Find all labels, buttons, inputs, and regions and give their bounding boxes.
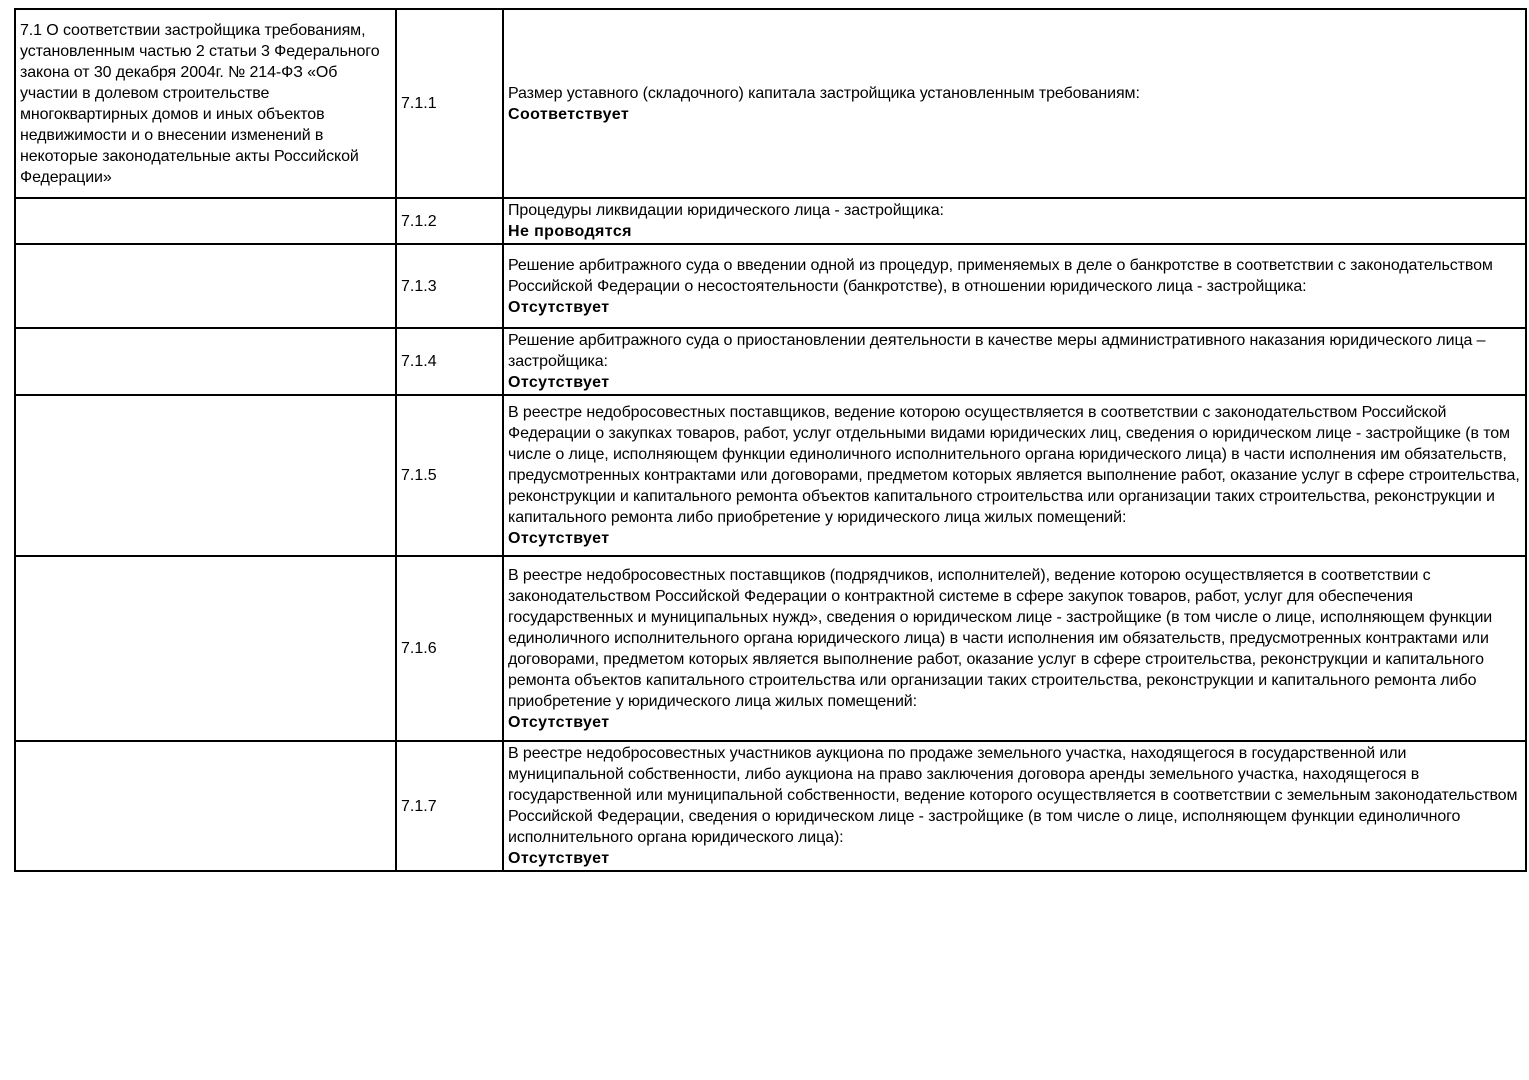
section-cell-empty [15,556,396,741]
requirement-status: Отсутствует [508,374,610,391]
table-row [15,556,1526,741]
compliance-table [14,8,1527,872]
section-title: 7.1 О соответствии застройщика требованиям, установленным частью 2 статьи 3 Федерального закона от 30 декабря 2004г. № 214-ФЗ «Об участии в долевом строительстве многоквартирных домов и иных объектов недвижимости и о внесении изменений в некоторые законодательные акты Российской Федерации» [20,21,380,186]
requirement-cell [503,328,1526,395]
requirement-status: Не проводятся [508,223,632,240]
requirement-cell [503,395,1526,556]
table-row [15,395,1526,556]
requirement-description: Процедуры ликвидации юридического лица - застройщика: [508,202,944,219]
table-row [15,9,1526,198]
requirement-status: Отсутствует [508,298,610,316]
item-code-cell [396,556,503,741]
table-row [15,198,1526,244]
requirement-description: Размер уставного (складочного) капитала застройщика установленным требованиям: [508,84,1140,102]
requirement-status: Соответствует [508,105,630,123]
item-code-cell [396,395,503,556]
table-row [15,244,1526,328]
section-title-cell [15,9,396,198]
item-code: 7.1.1 [401,95,437,112]
requirement-status: Отсутствует [508,713,610,731]
item-code-cell [396,328,503,395]
item-code: 7.1.7 [401,797,437,815]
section-cell-empty [15,741,396,871]
table-row [15,328,1526,395]
item-code-cell [396,9,503,198]
requirement-status: Отсутствует [508,530,610,547]
item-code: 7.1.5 [401,467,437,484]
requirement-cell [503,198,1526,244]
item-code-cell [396,198,503,244]
requirement-description: Решение арбитражного суда о введении одной из процедур, применяемых в деле о банкротстве в соответствии с законодательством Российской Федерации о несостоятельности (банкротстве), в отношении юридического лица - застройщика: [508,256,1493,295]
item-code-cell [396,244,503,328]
requirement-description: Решение арбитражного суда о приостановлении деятельности в качестве меры административного наказания юридического лица – застройщика: [508,332,1486,370]
requirement-description: В реестре недобросовестных участников аукциона по продаже земельного участка, находящегося в государственной или муниципальной собственности, либо аукциона на право заключения договора аренды земельного участка, находящегося в государственной или муниципальной собственности, ведение которого осуществляется в соответствии с земельным законодательством Российской Федерации, сведения о юридическом лице - застройщике (в том числе о лице, исполняющем функции единоличного исполнительного органа юридического лица): [508,745,1518,846]
requirement-cell [503,556,1526,741]
requirement-description: В реестре недобросовестных поставщиков, ведение которою осуществляется в соответствии с законодательством Российской Федерации о закупках товаров, работ, услуг отдельными видами юридических лиц, сведения о юридическом лице - застройщике (в том числе о лице, исполняющем функции единоличного исполнительного органа юридического лица) в части исполнения им обязательств, предусмотренных контрактами или договорами, предметом которых является выполнение работ, оказание услуг в сфере строительства, реконструкции и капитального ремонта объектов капитального строительства или организации таких строительства, реконструкции и капитального ремонта либо приобретение у юридического лица жилых помещений: [508,404,1520,526]
section-cell-empty [15,244,396,328]
section-cell-empty [15,395,396,556]
requirement-status: Отсутствует [508,850,610,867]
requirement-cell [503,741,1526,871]
section-cell-empty [15,328,396,395]
item-code: 7.1.3 [401,277,437,295]
table-row [15,741,1526,871]
requirement-cell [503,244,1526,328]
item-code: 7.1.6 [401,640,437,657]
requirement-description: В реестре недобросовестных поставщиков (подрядчиков, исполнителей), ведение которою осуществляется в соответствии с законодательством Российской Федерации о контрактной системе в сфере закупок товаров, работ, услуг для обеспечения государственных и муниципальных нужд», сведения о юридическом лице - застройщике (в том числе о лице, исполняющем функции единоличного исполнительного органа юридического лица) в части исполнения им обязательств, предусмотренных контрактами или договорами, предметом которых является выполнение работ, оказание услуг в сфере строительства, реконструкции и капитального ремонта объектов капитального строительства или организации таких строительства, реконструкции и капитального ремонта либо приобретение у юридического лица жилых помещений: [508,566,1493,710]
requirement-cell [503,9,1526,198]
item-code: 7.1.2 [401,212,437,230]
item-code: 7.1.4 [401,353,437,370]
section-cell-empty [15,198,396,244]
item-code-cell [396,741,503,871]
